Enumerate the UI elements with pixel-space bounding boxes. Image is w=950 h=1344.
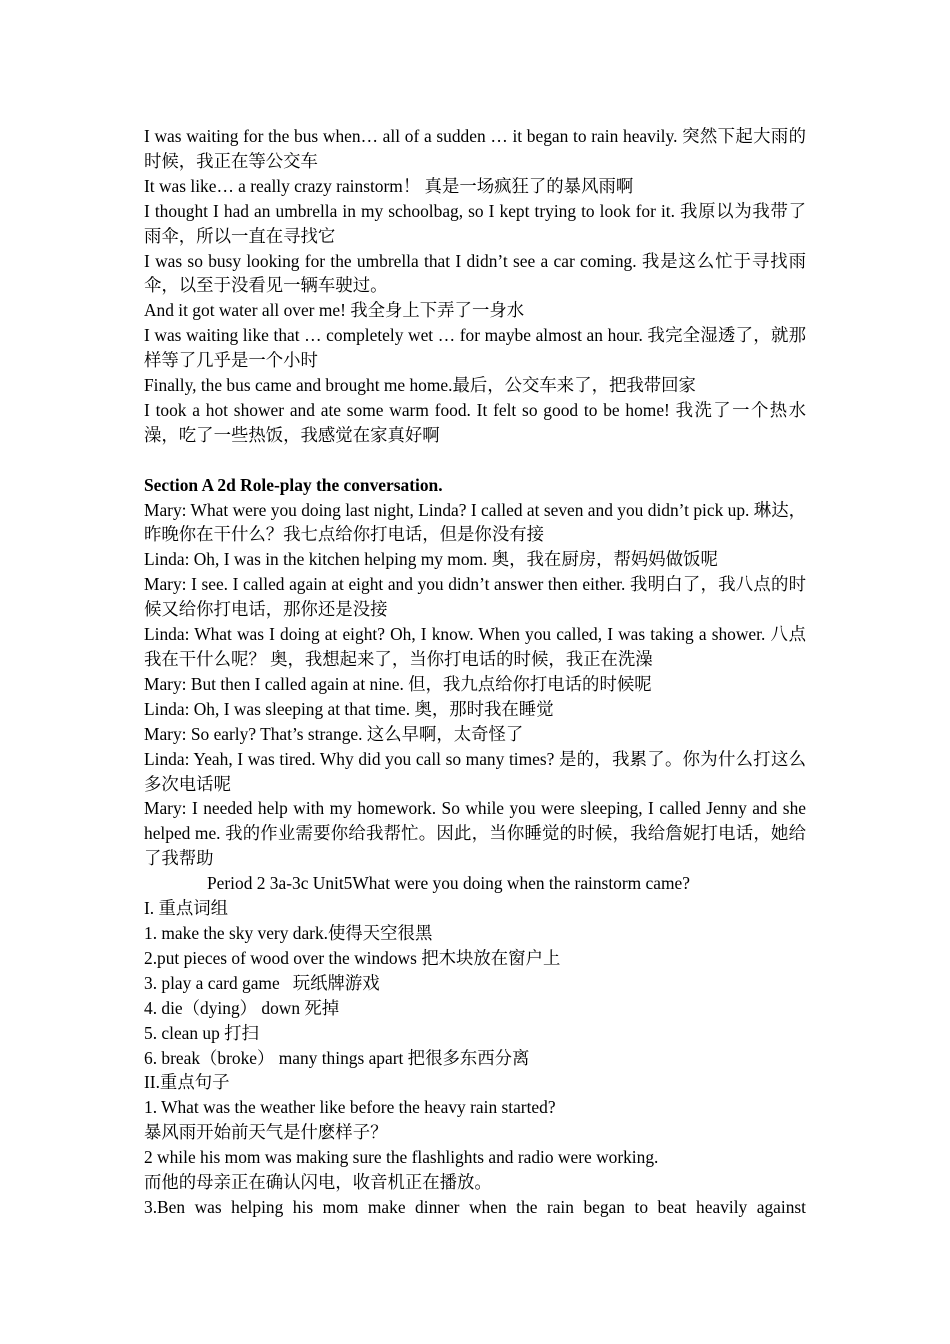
- dialogue-line: Mary: But then I called again at nine. 但，我九点给你打电话的时候呢: [144, 673, 652, 694]
- paragraph: I thought I had an umbrella in my schoolbag, so I kept trying to look for it. 我原以为我带了雨伞，所以一直在寻找它: [144, 200, 806, 246]
- phrase-item: 1. make the sky very dark.使得天空很黑: [144, 922, 433, 943]
- phrases-heading: I. 重点词组: [144, 898, 229, 919]
- paragraph: It was like… a really crazy rainstorm！ 真是一场疯狂了的暴风雨啊: [144, 175, 634, 196]
- phrase-item: 3. play a card game 玩纸牌游戏: [144, 972, 380, 993]
- paragraph: I took a hot shower and ate some warm food. It felt so good to be home! 我洗了一个热水澡，吃了一些热饭，我感觉在家真好啊: [144, 399, 806, 445]
- phrase-item: 4. die（dying） down 死掉: [144, 997, 340, 1018]
- paragraph: I was waiting like that … completely wet … for maybe almost an hour. 我完全湿透了，就那样等了几乎是一个小时: [144, 325, 806, 371]
- dialogue-line: Linda: Yeah, I was tired. Why did you call so many times? 是的，我累了。你为什么打这么多次电话呢: [144, 748, 806, 794]
- period-title: Period 2 3a-3c Unit5What were you doing when the rainstorm came?: [207, 873, 690, 894]
- paragraph: I was so busy looking for the umbrella that I didn’t see a car coming. 我是这么忙于寻找雨伞，以至于没看见一辆车驶过。: [144, 250, 806, 296]
- sentence-translation: 而他的母亲正在确认闪电，收音机正在播放。: [144, 1172, 492, 1193]
- dialogue-line: Mary: I needed help with my homework. So while you were sleeping, I called Jenny and she helped me. 我的作业需要你给我帮忙。因此，当你睡觉的时候，我给詹妮打电话，她给了我帮助: [144, 798, 806, 869]
- dialogue-line: Mary: So early? That’s strange. 这么早啊，太奇怪了: [144, 723, 524, 744]
- sentence-item: 2 while his mom was making sure the flashlights and radio were working.: [144, 1147, 659, 1168]
- phrase-item: 2.put pieces of wood over the windows 把木块放在窗户上: [144, 947, 561, 968]
- paragraph: Finally, the bus came and brought me home.最后，公交车来了，把我带回家: [144, 375, 696, 396]
- paragraph: I was waiting for the bus when… all of a sudden … it began to rain heavily. 突然下起大雨的时候，我正在等公交车: [144, 126, 806, 171]
- phrase-item: 5. clean up 打扫: [144, 1022, 259, 1043]
- sentences-heading: II.重点句子: [144, 1072, 230, 1093]
- paragraph: And it got water all over me! 我全身上下弄了一身水: [144, 300, 525, 321]
- document-page: [144, 124, 806, 1220]
- dialogue-line: Mary: What were you doing last night, Linda? I called at seven and you didn’t pick up. 琳达，昨晚你在干什么？我七点给你打电话，但是你没有接: [144, 499, 806, 545]
- phrase-item: 6. break（broke） many things apart 把很多东西分离: [144, 1047, 530, 1068]
- dialogue-line: Linda: What was I doing at eight? Oh, I know. When you called, I was taking a shower. 八点我在干什么呢？ 奥，我想起来了，当你打电话的时候，我正在洗澡: [144, 624, 806, 670]
- blank-line: [144, 448, 806, 473]
- sentence-item: 1. What was the weather like before the heavy rain started?: [144, 1097, 556, 1118]
- dialogue-line: Linda: Oh, I was in the kitchen helping my mom. 奥，我在厨房，帮妈妈做饭呢: [144, 549, 718, 570]
- dialogue-line: Linda: Oh, I was sleeping at that time. 奥，那时我在睡觉: [144, 698, 554, 719]
- section-heading: Section A 2d Role-play the conversation.: [144, 474, 443, 495]
- dialogue-line: Mary: I see. I called again at eight and you didn’t answer then either. 我明白了，我八点的时候又给你打电话，那你还是没接: [144, 574, 806, 620]
- sentence-translation: 暴风雨开始前天气是什麽样子？: [144, 1122, 388, 1143]
- sentence-item: 3.Ben was helping his mom make dinner when the rain began to beat heavily against: [144, 1196, 806, 1217]
